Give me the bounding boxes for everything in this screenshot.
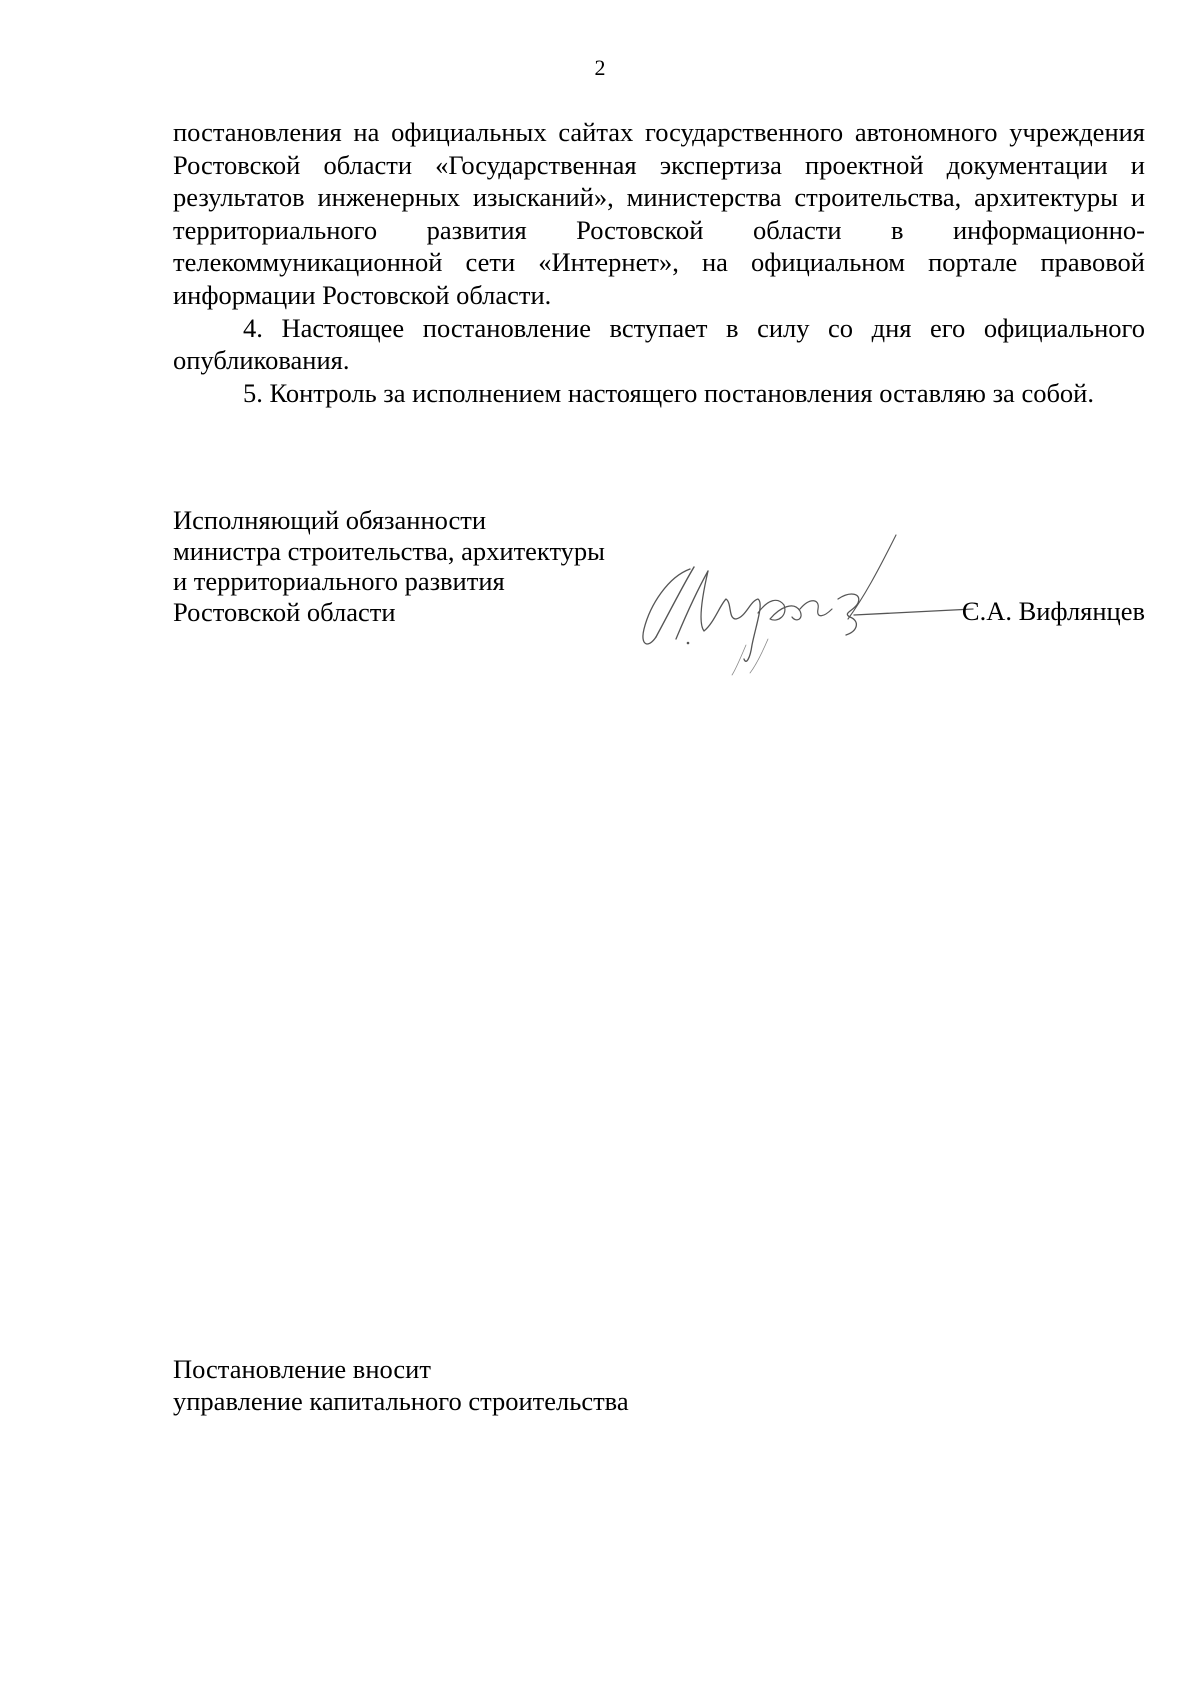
handwritten-signature [628,527,988,677]
submitted-by-line: Постановление вносит [173,1354,431,1384]
document-body [173,116,1145,409]
paragraph-continued: постановления на официальных сайтах государственного автономного учреждения Ростовской области «Государственная экспертиза проектной документации и результатов инженерных изысканий», министерства строительства, архитектуры и территориального развития Ростовской области в информационно-телекоммуникационной сети «Интернет», на официальном портале правовой информации Ростовской области. [173,117,1145,310]
paragraph-item-4: 4. Настоящее постановление вступает в силу со дня его официального опубликования. [173,312,1145,376]
page-number: 2 [594,55,606,80]
submitted-by-note [173,1353,629,1417]
signature-block [173,505,1145,635]
signatory-title-line: Ростовской области [173,596,396,627]
signatory-title [173,505,605,627]
signatory-title-line: министра строительства, архитектуры [173,535,605,566]
submitted-by-line: управление капитального строительства [173,1386,629,1416]
signatory-name: С.А. Вифлянцев [961,596,1145,626]
paragraph-item-5: 5. Контроль за исполнением настоящего постановления оставляю за собой. [243,377,1094,408]
signatory-title-line: Исполняющий обязанности [173,505,487,535]
signatory-title-line: и территориального развития [173,566,505,596]
